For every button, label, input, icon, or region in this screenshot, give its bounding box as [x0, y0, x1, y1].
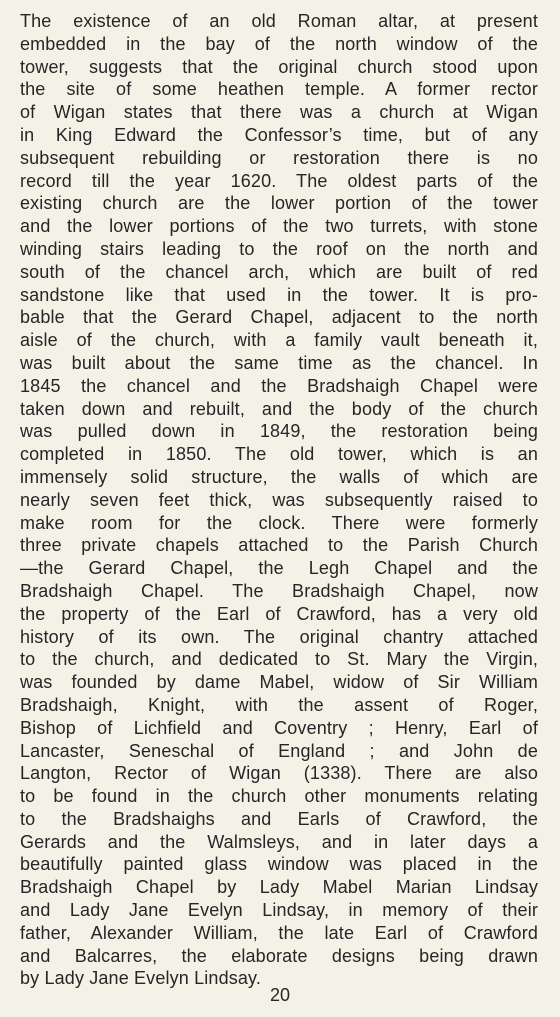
text-line: to be found in the church other monuments relating	[20, 786, 538, 807]
text-line: was pulled down in 1849, the restoration being	[20, 421, 538, 442]
text-line: the property of the Earl of Crawford, has a very old	[20, 603, 538, 624]
text-line: taken down and rebuilt, and the body of the church	[20, 398, 538, 419]
text-line: 1845 the chancel and the Bradshaigh Chapel were	[20, 375, 538, 396]
text-line: and the lower portions of the two turrets, with stone	[20, 216, 538, 237]
text-line: bable that the Gerard Chapel, adjacent to the north	[20, 307, 538, 328]
text-line: The existence of an old Roman altar, at present	[20, 11, 538, 31]
text-line: subsequent rebuilding or restoration there is no	[20, 147, 538, 168]
text-line: to the Bradshaighs and Earls of Crawford, the	[20, 808, 538, 829]
text-line: existing church are the lower portion of the tower	[20, 193, 538, 214]
text-line: and Lady Jane Evelyn Lindsay, in memory of their	[20, 900, 538, 921]
text-line: was built about the same time as the chancel. In	[20, 352, 538, 373]
text-line: three private chapels attached to the Parish Church	[20, 535, 538, 556]
text-line: south of the chancel arch, which are built of red	[20, 261, 538, 282]
text-line: immensely solid structure, the walls of which are	[20, 466, 538, 487]
text-line: by Lady Jane Evelyn Lindsay.	[20, 968, 262, 989]
text-line: Langton, Rector of Wigan (1338). There are also	[20, 763, 538, 784]
page-number: 20	[269, 985, 291, 1005]
text-line: make room for the clock. There were formerly	[20, 512, 538, 533]
text-line: history of its own. The original chantry attached	[20, 626, 538, 647]
text-line: aisle of the church, with a family vault beneath it,	[20, 330, 538, 351]
text-line: tower, suggests that the original church stood upon	[20, 56, 538, 77]
text-line: to the church, and dedicated to St. Mary the Virgin,	[20, 649, 538, 670]
text-line: beautifully painted glass window was placed in the	[20, 854, 538, 875]
text-line: the site of some heathen temple. A former rector	[20, 79, 538, 100]
text-line: nearly seven feet thick, was subsequently raised to	[20, 489, 538, 510]
text-line: was founded by dame Mabel, widow of Sir William	[20, 672, 538, 693]
text-line: record till the year 1620. The oldest parts of the	[20, 170, 538, 191]
text-line: sandstone like that used in the tower. It is pro-	[20, 284, 538, 305]
text-line: Gerards and the Walmsleys, and in later days a	[20, 831, 538, 852]
text-line: of Wigan states that there was a church at Wigan	[20, 102, 538, 123]
text-line: Bishop of Lichfield and Coventry ; Henry, Earl of	[20, 717, 538, 738]
text-line: Lancaster, Seneschal of England ; and John de	[20, 740, 538, 761]
text-line: father, Alexander William, the late Earl of Crawford	[20, 922, 538, 943]
text-line: and Balcarres, the elaborate designs being drawn	[20, 945, 538, 966]
text-line: Bradshaigh, Knight, with the assent of Roger,	[20, 694, 538, 715]
text-line: Bradshaigh Chapel by Lady Mabel Marian Lindsay	[20, 877, 538, 898]
text-line: Bradshaigh Chapel. The Bradshaigh Chapel, now	[20, 580, 538, 601]
text-line: embedded in the bay of the north window of the	[20, 33, 538, 54]
body-paragraph	[20, 10, 538, 990]
text-line: winding stairs leading to the roof on the north and	[20, 238, 538, 259]
text-line: —the Gerard Chapel, the Legh Chapel and the	[20, 558, 538, 579]
text-line: completed in 1850. The old tower, which is an	[20, 444, 538, 465]
text-line: in King Edward the Confessor’s time, but of any	[20, 124, 538, 145]
